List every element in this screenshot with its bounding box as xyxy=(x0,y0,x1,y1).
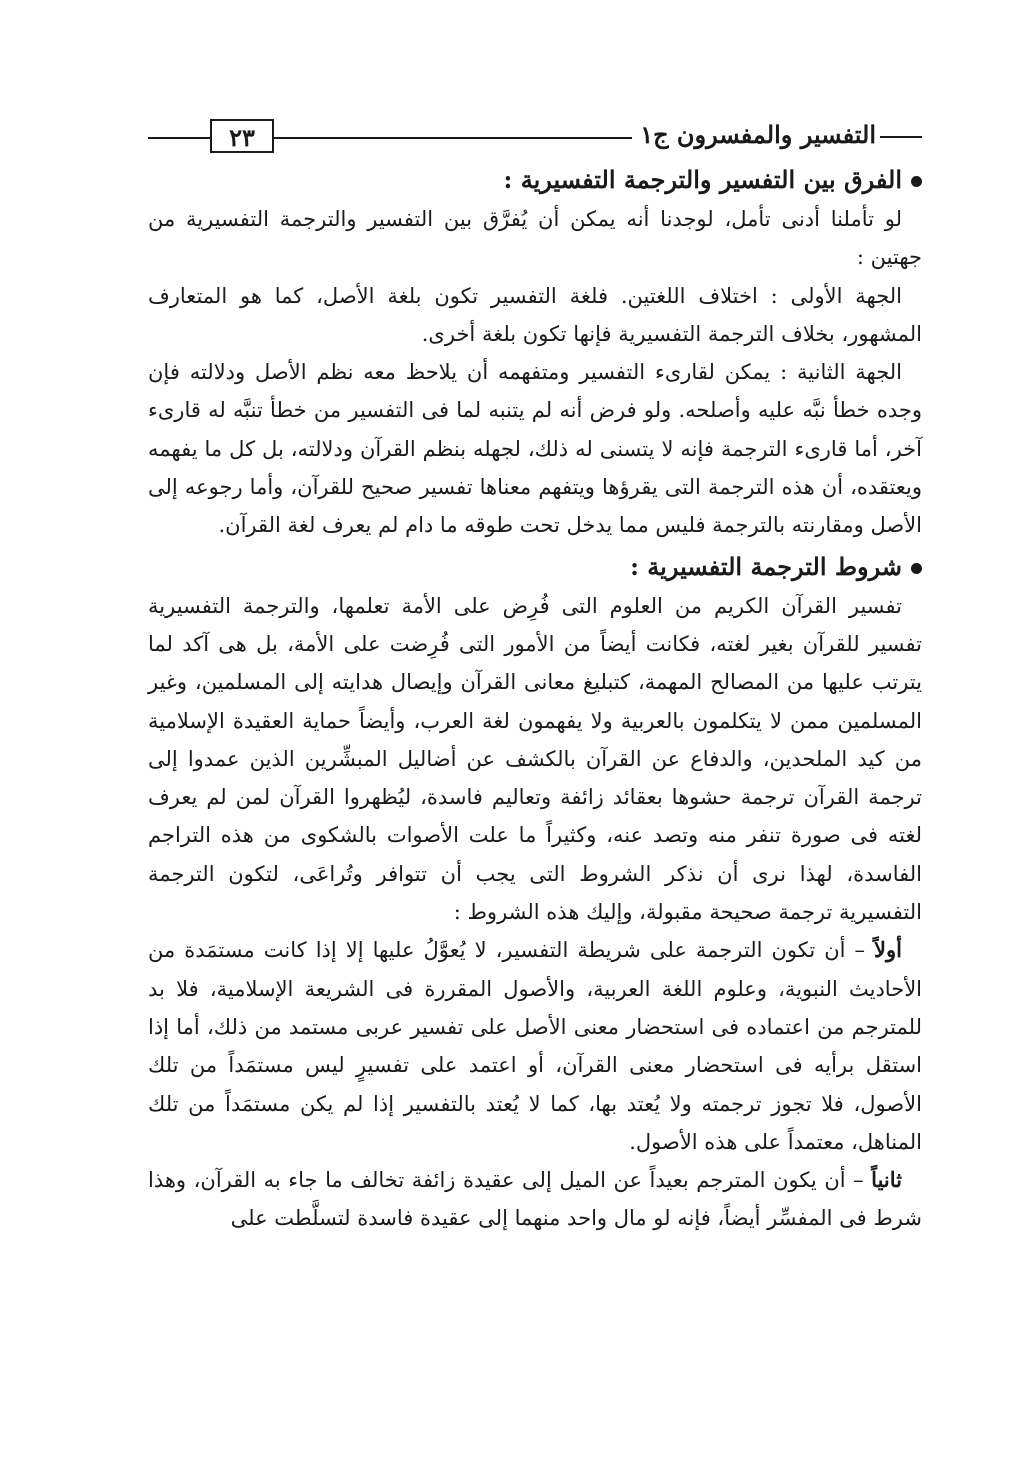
section-heading-difference xyxy=(148,162,922,198)
page xyxy=(148,118,922,1238)
first-condition-label: أولاً xyxy=(874,937,902,963)
header-title: التفسير والمفسرون ج١ xyxy=(640,120,922,149)
paragraph: الجهة الأولى : اختلاف اللغتين. فلغة التفسير تكون بلغة الأصل، كما هو المتعارف المشهور، بخلاف الترجمة التفسيرية فإنها تكون بلغة أخرى. xyxy=(148,283,922,346)
bullet-icon xyxy=(911,563,922,574)
second-condition-text: – أن يكون المترجم بعيداً عن الميل إلى عقيدة زائفة تخالف ما جاء به القرآن، وهذا شرط فى المفسِّر أيضاً، فإنه لو مال واحد منهما إلى عقيدة فاسدة لتسلَّطت على xyxy=(148,1168,922,1231)
header-rule-end xyxy=(148,137,210,139)
section-heading-text: شروط الترجمة التفسيرية : xyxy=(630,551,902,581)
paragraph-first-condition xyxy=(148,931,922,1161)
section-heading-text: الفرق بين التفسير والترجمة التفسيرية : xyxy=(503,165,902,194)
running-header xyxy=(148,118,922,158)
header-rule xyxy=(274,137,632,139)
paragraph: تفسير القرآن الكريم من العلوم التى فُرِض على الأمة تعلمها، والترجمة التفسيرية تفسير للقرآن بغير لغته، فكانت أيضاً من الأمور التى فُرِضت على الأمة، بل هى آكد لما يترتب عليها من المصالح المهمة، كتبليغ معانى القرآن وإيصال هدايته إلى المسلمين، وغير المسلمين ممن لا يتكلمون بالعربية ولا يفهمون لغة العرب، وأيضاً حماية العقيدة الإسلامية من كيد الملحدين، والدفاع عن القرآن بالكشف عن أضاليل المبشِّرين الذين عمدوا إلى ترجمة القرآن ترجمة حشوها بعقائد زائفة وتعاليم فاسدة، ليُظهروا القرآن لمن لم يعرف لغته فى صورة تنفر منه وتصد عنه، وكثيراً ما علت الأصوات بالشكوى من هذه التراجم الفاسدة، لهذا نرى أن نذكر الشروط التى يجب أن تتوافر وتُراعَى، لتكون الترجمة التفسيرية ترجمة صحيحة مقبولة، وإليك هذه الشروط : xyxy=(148,593,922,925)
bullet-icon xyxy=(911,176,922,187)
page-number: ٢٣ xyxy=(210,119,274,153)
first-condition-text: – أن تكون الترجمة على شريطة التفسير، لا يُعوَّلُ عليها إلا إذا كانت مستمَدة من الأحاديث النبوية، وعلوم اللغة العربية، والأصول المقررة فى الشريعة الإسلامية، فلا بد للمترجم من اعتماده فى استحضار معنى الأصل على تفسير عربى مستمد من ذلك، أما إذا استقل برأيه فى استحضار معنى القرآن، أو اعتمد على تفسيرٍ ليس مستمَداً من تلك الأصول، فلا تجوز ترجمته ولا يُعتد بها، كما لا يُعتد بالتفسير إذا لم يكن مستمَداً من تلك المناهل، معتمداً على هذه الأصول. xyxy=(148,938,922,1154)
second-condition-label: ثانياً xyxy=(871,1167,902,1193)
paragraph: الجهة الثانية : يمكن لقارىء التفسير ومتفهمه أن يلاحظ معه نظم الأصل ودلالته فإن وجده خطأ نبَّه عليه وأصلحه. ولو فرض أنه لم يتنبه لما فى التفسير من خطأ تنبَّه له قارىء آخر، أما قارىء الترجمة فإنه لا يتسنى له ذلك، لجهله بنظم القرآن ودلالته، بل كل ما يفهمه ويعتقده، أن هذه الترجمة التى يقرؤها ويتفهم معناها تفسير صحيح للقرآن، وأما رجوعه إلى الأصل ومقارنته بالترجمة فليس مما يدخل تحت طوقه ما دام لم يعرف لغة القرآن. xyxy=(148,360,922,538)
section-heading-conditions xyxy=(148,549,922,585)
paragraph-second-condition xyxy=(148,1161,922,1238)
paragraph: لو تأملنا أدنى تأمل، لوجدنا أنه يمكن أن يُفرَّق بين التفسير والترجمة التفسيرية من جهتين : xyxy=(148,207,922,270)
